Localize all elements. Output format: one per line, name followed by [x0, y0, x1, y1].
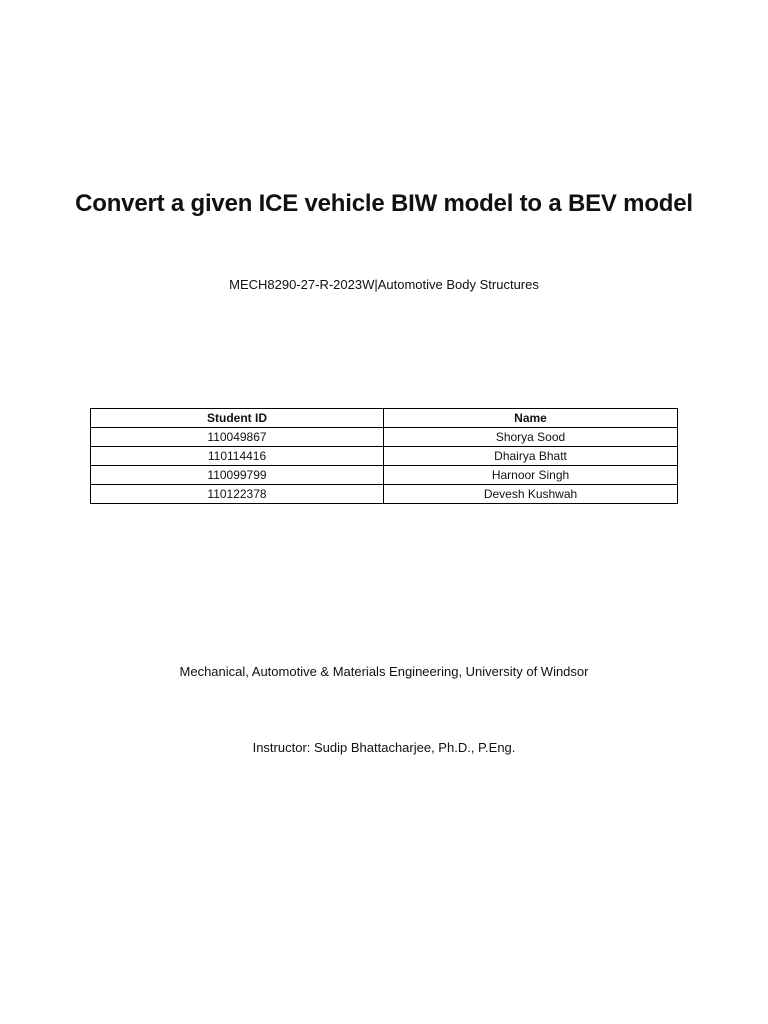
header-name: Name: [384, 409, 678, 428]
table-row: [91, 466, 678, 485]
instructor-line: Instructor: Sudip Bhattacharjee, Ph.D., P.Eng.: [252, 740, 516, 755]
student-name-cell: Harnoor Singh: [384, 466, 678, 485]
student-name-cell: Devesh Kushwah: [384, 485, 678, 504]
header-student-id: Student ID: [91, 409, 384, 428]
table-row: [91, 447, 678, 466]
course-line: MECH8290-27-R-2023W|Automotive Body Structures: [229, 277, 539, 292]
student-table: [90, 408, 678, 504]
student-id-cell: 110049867: [91, 428, 384, 447]
table-row: [91, 428, 678, 447]
student-id-cell: 110114416: [91, 447, 384, 466]
student-name-cell: Dhairya Bhatt: [384, 447, 678, 466]
table-row: [91, 485, 678, 504]
student-name-cell: Shorya Sood: [384, 428, 678, 447]
department-line: Mechanical, Automotive & Materials Engineering, University of Windsor: [179, 664, 589, 679]
document-title: Convert a given ICE vehicle BIW model to a BEV model: [75, 190, 693, 217]
table-header-row: [91, 409, 678, 428]
student-id-cell: 110099799: [91, 466, 384, 485]
student-id-cell: 110122378: [91, 485, 384, 504]
